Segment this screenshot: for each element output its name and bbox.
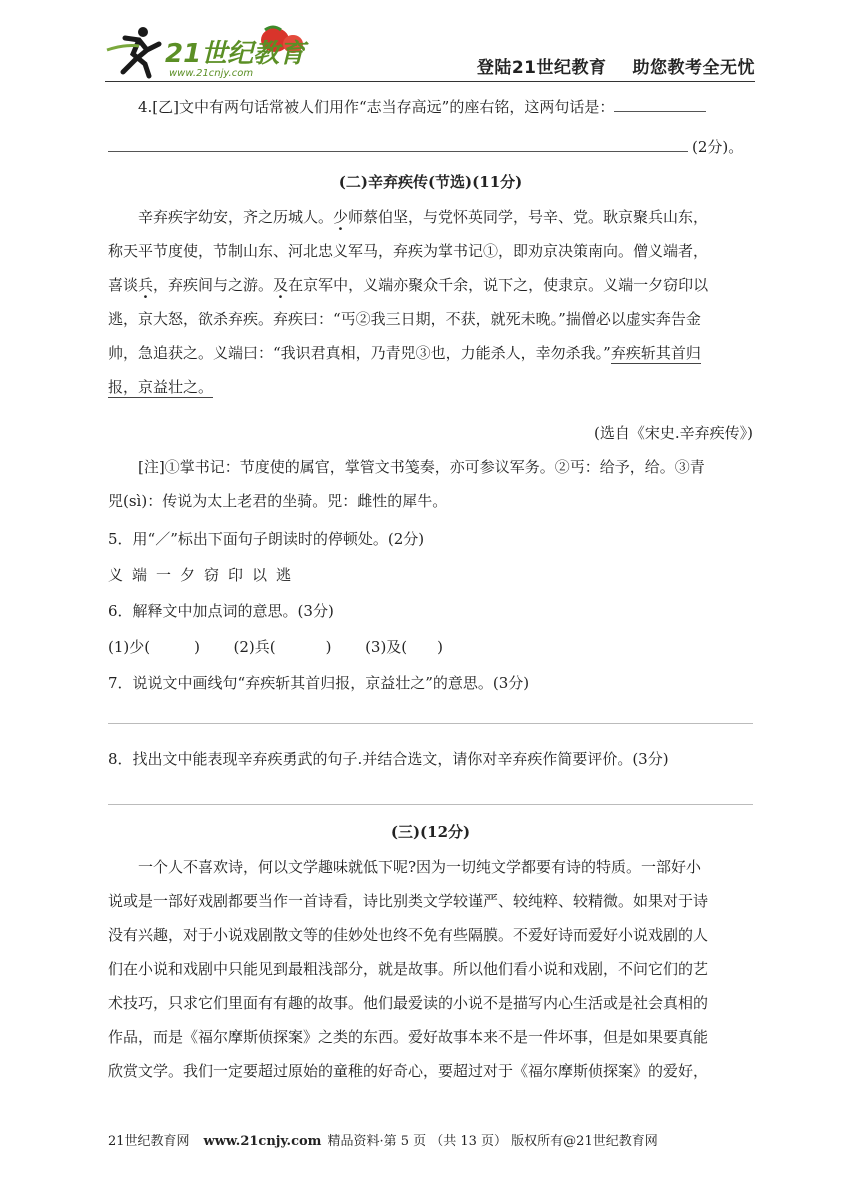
essay-line-3: 没有兴趣，对于小说戏剧散文等的佳妙处也终不免有些隔膜。不爱好诗而爱好小说戏剧的人 — [108, 926, 709, 944]
underlined-sentence-part-1: 弃疾斩其首归 — [610, 344, 701, 362]
passage-source: (选自《宋史.辛弃疾传》) — [594, 424, 753, 442]
q4-text: 4.[乙]文中有两句话常被人们用作“志当存高远”的座右铭，这两句话是： — [138, 98, 615, 116]
header-slogan — [477, 53, 755, 78]
site-logo[interactable] — [105, 20, 335, 80]
essay-line-5: 术技巧，只求它们里面有有趣的故事。他们最爱读的小说不是描写内心生活或是社会真相的 — [108, 994, 709, 1012]
underlined-sentence-part-2: 报，京益壮之。 — [108, 378, 214, 396]
dotted-word-shao: 少 — [333, 208, 349, 226]
essay-line-2: 说或是一部好戏剧都要当作一首诗看，诗比别类文学较谨严、较纯粹、较精微。如果对于诗 — [108, 892, 709, 910]
page-footer — [108, 1130, 753, 1149]
note-line-2: 兕(sì)：传说为太上老君的坐骑。兕：雌性的犀牛。 — [108, 492, 448, 510]
essay-line-7: 欣赏文学。我们一定要超过原始的童稚的好奇心，要超过对于《福尔摩斯侦探案》的爱好， — [108, 1062, 709, 1080]
passage-line-3: 喜谈兵，弃疾间与之游。及在京军中，义端亦聚众千余，说下之，使隶京。义端一夕窃印以 — [108, 276, 709, 294]
footer-url[interactable]: www.21cnjy.com — [203, 1134, 322, 1149]
question-6: 6．解释文中加点词的意思。(3分) — [108, 602, 334, 620]
q7-answer-line[interactable] — [108, 723, 753, 724]
slogan-help: 助您教考全无忧 — [632, 58, 755, 78]
header-rule — [105, 81, 755, 82]
footer-site: 21世纪教育网 — [108, 1134, 190, 1149]
section-3-title: (三)(12分) — [390, 823, 471, 841]
passage-line-6 — [108, 376, 213, 397]
q6-items: (1)少( ) (2)兵( ) (3)及( ) — [108, 638, 444, 656]
passage-line-1: 辛弃疾字幼安，齐之历城人。少师蔡伯坚，与党怀英同学，号辛、党。耿京聚兵山东， — [138, 208, 709, 226]
section-2-title: (二)辛弃疾传(节选)(11分) — [338, 173, 523, 191]
question-5: 5．用“／”标出下面句子朗读时的停顿处。(2分) — [108, 530, 425, 548]
question-8: 8．找出文中能表现辛弃疾勇武的句子.并结合选文，请你对辛弃疾作简要评价。(3分) — [108, 750, 669, 768]
question-4-cont — [108, 136, 743, 157]
q4-answer-blank[interactable] — [614, 97, 706, 112]
runner-icon — [107, 27, 159, 76]
q4-score: (2分)。 — [692, 138, 744, 156]
page-header — [105, 18, 755, 82]
passage-line-4: 逃，京大怒，欲杀弃疾。弃疾曰：“丐②我三日期，不获，就死未晚。”揣僧必以虚实奔告金 — [108, 310, 701, 328]
dotted-word-ji: 及 — [273, 276, 289, 294]
passage-line-2: 称天平节度使，节制山东、河北忠义军马，弃疾为掌书记①，即劝京决策南向。僧义端者， — [108, 242, 709, 260]
svg-text:21世纪教育: 21世纪教育 — [165, 39, 306, 69]
footer-info: 精品资料·第 5 页 （共 13 页） 版权所有@21世纪教育网 — [327, 1134, 658, 1149]
question-7: 7．说说文中画线句“弃疾斩其首归报，京益壮之”的意思。(3分) — [108, 674, 530, 692]
q5-sentence[interactable]: 义端一夕窃印以逃 — [108, 566, 301, 584]
passage-line-5: 帅，急追获之。义端曰：“我识君真相，乃青兕③也，力能杀人，幸勿杀我。”弃疾斩其首归 — [108, 344, 701, 362]
slogan-login: 登陆21世纪教育 — [476, 58, 607, 78]
question-4 — [138, 96, 706, 117]
essay-line-1: 一个人不喜欢诗，何以文学趣味就低下呢?因为一切纯文学都要有诗的特质。一部好小 — [138, 858, 702, 876]
q8-answer-line[interactable] — [108, 804, 753, 805]
q4-answer-blank-2[interactable] — [108, 137, 688, 152]
svg-text:www.21cnjy.com: www.21cnjy.com — [169, 68, 254, 79]
essay-line-6: 作品，而是《福尔摩斯侦探案》之类的东西。爱好故事本来不是一件坏事，但是如果要真能 — [108, 1028, 709, 1046]
dotted-word-bing: 兵 — [138, 276, 154, 294]
note-line-1: [注]①掌书记：节度使的属官，掌管文书笺奏，亦可参议军务。②丐：给予，给。③青 — [138, 458, 705, 476]
essay-line-4: 们在小说和戏剧中只能见到最粗浅部分，就是故事。所以他们看小说和戏剧，不问它们的艺 — [108, 960, 709, 978]
